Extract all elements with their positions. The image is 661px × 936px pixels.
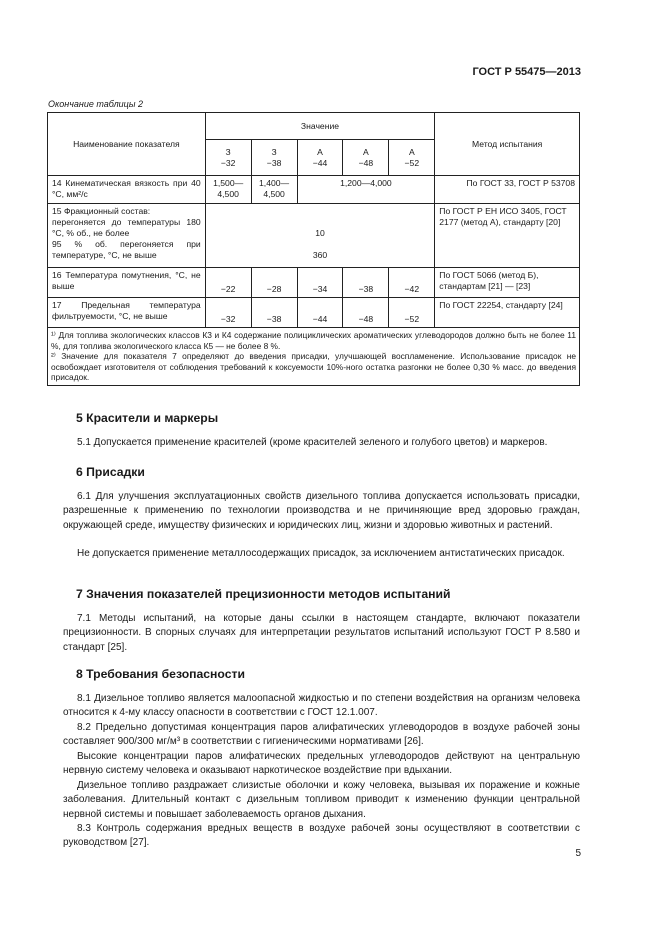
section-8-title: 8 Требования безопасности — [76, 667, 245, 681]
row-15-name: 15 Фракционный состав: перегоняется до температуры 180 °С, % об., не более 95 % об. перегоняется при температуре, °С, не выше — [48, 204, 206, 268]
section-6-title: 6 Присадки — [76, 465, 145, 479]
subheader-cell: А −52 — [389, 140, 435, 176]
subheader-cell: З −38 — [251, 140, 297, 176]
footnote-2: ²⁾ Значение для показателя 7 определяют до введения присадки, улучшающей воспламенение. Использование присадок не освобождает изготовителя от соблюдения требований к коксуемости 10%-ного остатка разгонки не более 0,30 % масс. до введения присадок. — [51, 351, 576, 382]
row-14-value: 1,400—4,500 — [251, 176, 297, 204]
row-14-name: 14 Кинематическая вязкость при 40 °С, мм²/с — [48, 176, 206, 204]
row-17-method: По ГОСТ 22254, стандарту [24] — [435, 298, 580, 328]
row-17-value: −32 — [205, 298, 251, 328]
section-5-paragraph: 5.1 Допускается применение красителей (кроме красителей зеленого и голубого цветов) и маркеров. — [77, 437, 548, 448]
section-7-title: 7 Значения показателей прецизионности методов испытаний — [76, 587, 451, 601]
section-8-paragraph: 8.3 Контроль содержания вредных веществ в воздухе рабочей зоны осуществляют в соответствии с руководством [27]. — [63, 823, 580, 849]
row-16-value: −28 — [251, 268, 297, 298]
subheader-cell: З −32 — [205, 140, 251, 176]
section-8-paragraph: Дизельное топливо раздражает слизистые оболочки и кожу человека, вызывая их поражение и кожные заболевания. Длительный контакт с дизельным топливом приводит к изменению функции центральной нервной системы и повышает заболеваемость органов дыхания. — [63, 780, 580, 820]
row-16-value: −22 — [205, 268, 251, 298]
row-15-values: 10 360 — [205, 204, 435, 268]
row-16-method: По ГОСТ 5066 (метод Б), стандартам [21] — [23] — [435, 268, 580, 298]
subheader-cell: А −48 — [343, 140, 389, 176]
row-16-name: 16 Температура помутнения, °С, не выше — [48, 268, 206, 298]
section-6-paragraph: 6.1 Для улучшения эксплуатационных свойств дизельного топлива допускается использовать присадки, разрешенные к применению по технологии производства и не причиняющие вред здоровью граждан, окружающей среде, имуществу физических и юридических лиц, жизни и здоровью животных и растений. — [63, 491, 580, 531]
row-17-value: −48 — [343, 298, 389, 328]
row-15-method: По ГОСТ Р ЕН ИСО 3405, ГОСТ 2177 (метод А), стандарту [20] — [435, 204, 580, 268]
table-caption: Окончание таблицы 2 — [48, 99, 143, 109]
header-method: Метод испытания — [435, 113, 580, 176]
row-17-value: −52 — [389, 298, 435, 328]
section-8-paragraph: Высокие концентрации паров алифатических предельных углеводородов действуют на центральную нервную систему человека и оказывают наркотическое воздействие при вдыхании. — [63, 751, 580, 777]
footnote-1: ¹⁾ Для топлива экологических классов К3 и К4 содержание полициклических ароматических углеводородов должно быть не более 11 %, для топлива экологического класса К5 — не более 8 %. — [51, 330, 576, 351]
specification-table — [47, 112, 580, 386]
header-value: Значение — [205, 113, 435, 140]
document-header: ГОСТ Р 55475—2013 — [472, 66, 581, 78]
row-17-name: 17 Предельная температура фильтруемости, °С, не выше — [48, 298, 206, 328]
section-7-paragraph: 7.1 Методы испытаний, на которые даны ссылки в настоящем стандарте, включают показатели прецизионности. В спорных случаях для интерпретации результатов испытаний используют ГОСТ Р 8.580 и стандарт [25]. — [63, 613, 580, 653]
row-16-value: −34 — [297, 268, 343, 298]
subheader-cell: А −44 — [297, 140, 343, 176]
table-footnotes — [48, 328, 580, 386]
row-14-value: 1,200—4,000 — [297, 176, 435, 204]
row-14-method: По ГОСТ 33, ГОСТ Р 53708 — [435, 176, 580, 204]
section-5-title: 5 Красители и маркеры — [76, 411, 219, 425]
row-16-value: −42 — [389, 268, 435, 298]
row-16-value: −38 — [343, 268, 389, 298]
section-8-paragraph: 8.2 Предельно допустимая концентрация паров алифатических углеводородов в воздухе рабочей зоны составляет 900/300 мг/м³ в соответствии с гигиеническими нормативами [26]. — [63, 722, 580, 748]
row-17-value: −38 — [251, 298, 297, 328]
section-8-paragraph: 8.1 Дизельное топливо является малоопасной жидкостью и по степени воздействия на организм человека относится к 4-му классу опасности в соответствии с ГОСТ 12.1.007. — [63, 693, 580, 719]
page-number: 5 — [575, 848, 581, 859]
row-14-value: 1,500—4,500 — [205, 176, 251, 204]
row-17-value: −44 — [297, 298, 343, 328]
section-6-paragraph: Не допускается применение металлосодержащих присадок, за исключением антистатических присадок. — [77, 548, 565, 559]
header-indicator: Наименование показателя — [48, 113, 206, 176]
